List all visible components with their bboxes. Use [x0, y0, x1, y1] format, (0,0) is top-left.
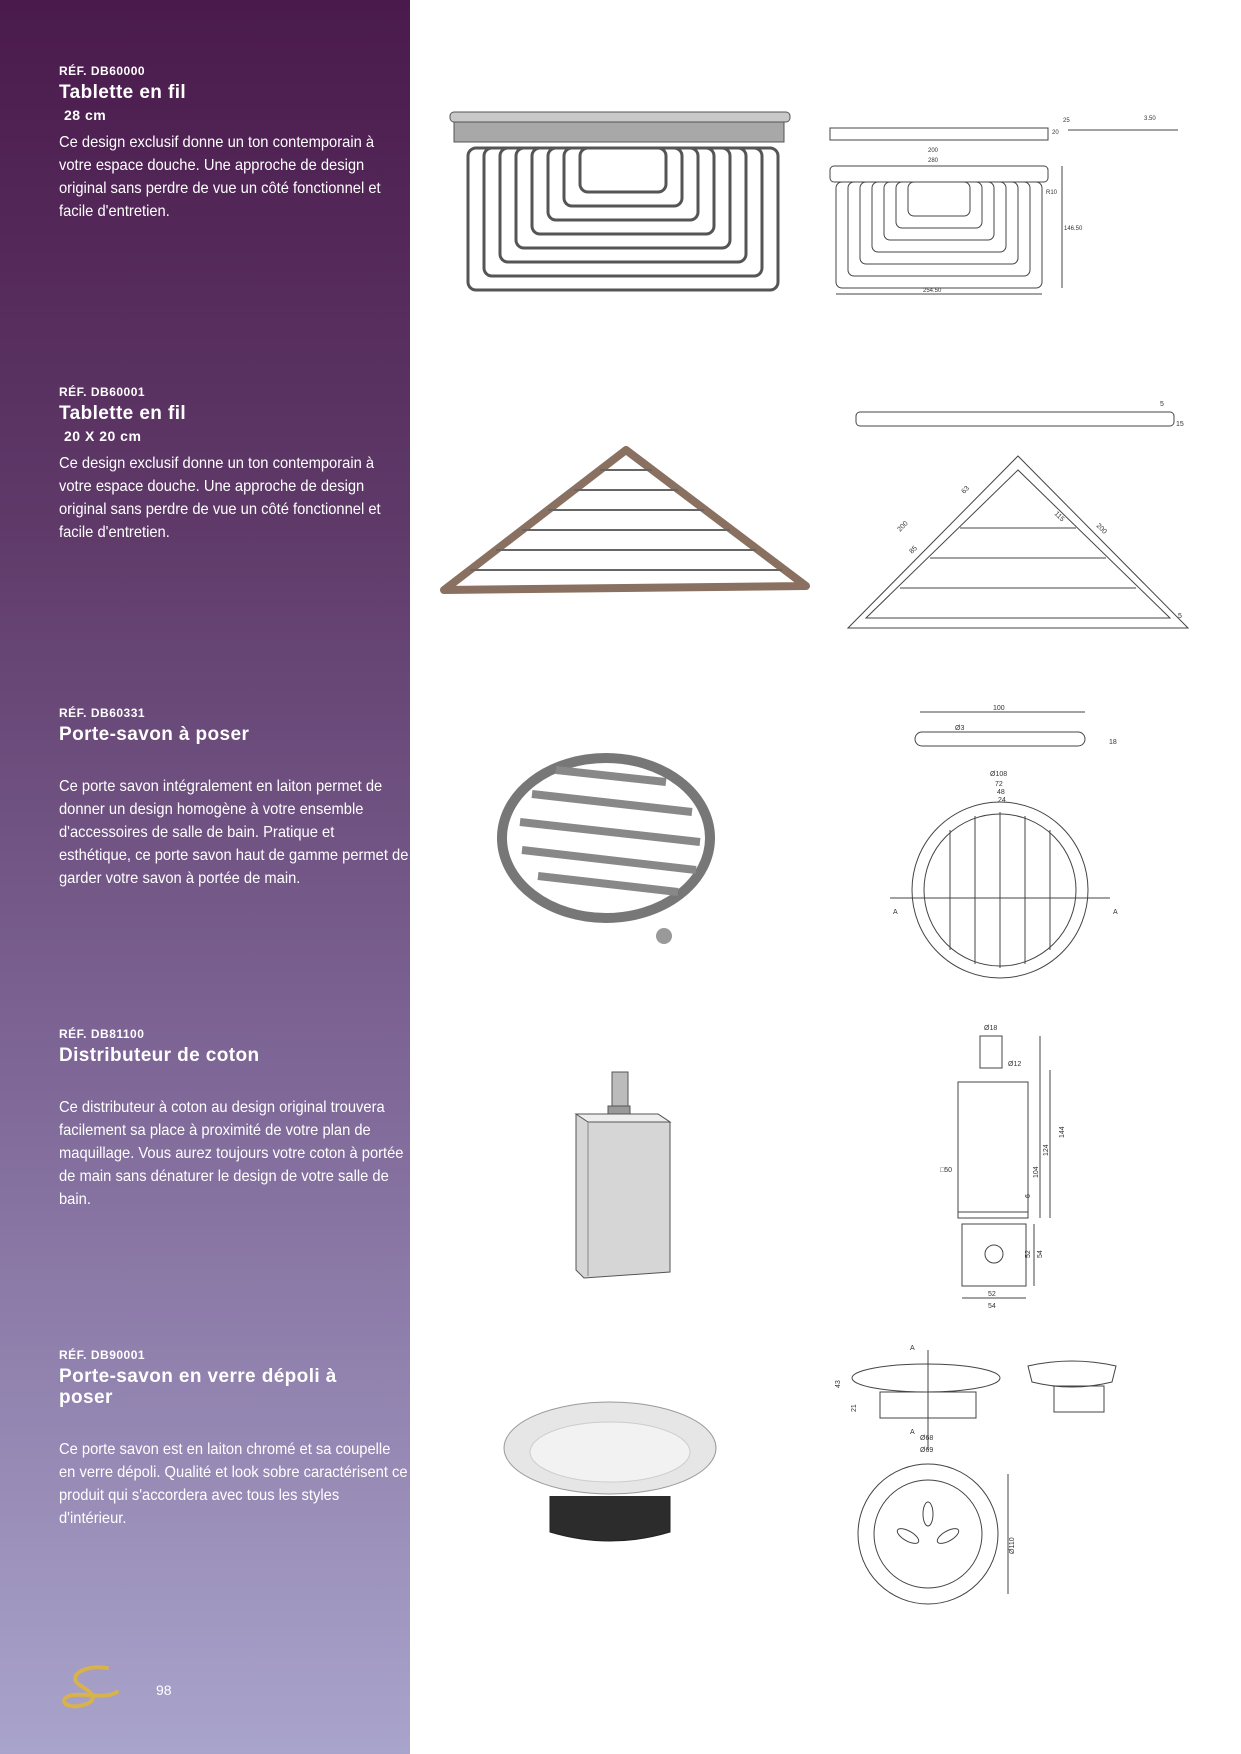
product-ref: RÉF. DB60001: [59, 385, 146, 399]
product-title: Porte-savon à poser: [59, 724, 250, 745]
technical-drawing-cotton-dispenser: [938, 1022, 1080, 1312]
svg-text:52: 52: [1025, 1250, 1032, 1258]
svg-text:200: 200: [896, 520, 910, 534]
product-photo-round-soap-dish: [496, 730, 716, 950]
svg-text:43: 43: [835, 1380, 842, 1388]
svg-text:Ø3: Ø3: [955, 725, 965, 732]
svg-text:52: 52: [988, 1291, 996, 1298]
svg-text:21: 21: [851, 1404, 858, 1412]
technical-drawing-corner-shelf: [830, 392, 1195, 652]
svg-text:24: 24: [998, 797, 1006, 804]
svg-text:6: 6: [1025, 1194, 1032, 1198]
product-description: Ce design exclusif donne un ton contemporain à votre espace douche. Une approche de design original sans perdre de vue un côté fonctionnel et facile d'entretien.: [59, 455, 381, 541]
product-db81100: [59, 1027, 404, 1211]
svg-text:Ø68: Ø68: [920, 1435, 934, 1442]
svg-text:A: A: [893, 909, 898, 916]
svg-text:124: 124: [1043, 1144, 1050, 1156]
product-dimension: 20 X 20 cm: [64, 428, 142, 444]
product-photo-corner-shelf: [438, 446, 813, 602]
svg-text:Ø18: Ø18: [984, 1025, 998, 1032]
page-number: 98: [156, 1682, 172, 1698]
svg-text:254.50: 254.50: [923, 288, 942, 294]
svg-text:25: 25: [1063, 118, 1070, 124]
product-db90001: [59, 1348, 408, 1530]
product-photo-cotton-dispenser: [566, 1062, 678, 1280]
product-photo-glass-soap-dish: [500, 1400, 720, 1556]
product-title: Tablette en fil: [59, 82, 187, 103]
svg-text:3.50: 3.50: [1144, 116, 1156, 122]
svg-text:A: A: [910, 1429, 915, 1436]
product-ref: RÉF. DB81100: [59, 1027, 145, 1041]
svg-text:Ø69: Ø69: [920, 1447, 934, 1454]
svg-text:15: 15: [1176, 421, 1184, 428]
svg-text:Ø110: Ø110: [1009, 1537, 1016, 1554]
product-db60000: [59, 64, 404, 223]
svg-text:□50: □50: [940, 1167, 953, 1174]
svg-text:115: 115: [1052, 510, 1066, 524]
svg-text:280: 280: [928, 158, 939, 164]
svg-text:5: 5: [1160, 401, 1164, 408]
svg-text:A: A: [1113, 909, 1118, 916]
product-ref: RÉF. DB60331: [59, 706, 146, 720]
product-description: Ce porte savon intégralement en laiton permet de donner un design homogène à votre ensemble d'accessoires de salle de bain. Pratique et esthétique, ce porte savon haut de gamme permet de garder votre savon à portée de main.: [59, 778, 409, 887]
svg-text:Ø108: Ø108: [990, 771, 1008, 778]
svg-text:48: 48: [997, 789, 1005, 796]
svg-text:100: 100: [993, 705, 1005, 712]
svg-text:54: 54: [988, 1303, 996, 1310]
technical-drawing-wire-shelf: [828, 110, 1188, 298]
product-ref: RÉF. DB60000: [59, 64, 146, 78]
svg-text:200: 200: [928, 148, 939, 154]
product-title: Porte-savon en verre dépoli à poser: [59, 1366, 337, 1408]
svg-text:104: 104: [1033, 1166, 1040, 1178]
product-photo-wire-shelf: [448, 108, 793, 300]
svg-text:18: 18: [1109, 739, 1117, 746]
svg-text:200: 200: [1094, 522, 1108, 536]
technical-drawing-round-soap-dish: [885, 700, 1145, 1000]
technical-drawing-glass-soap-dish: [832, 1340, 1182, 1610]
product-description: Ce distributeur à coton au design original trouvera facilement sa place à proximité de votre plan de maquillage. Vous aurez toujours votre coton à portée de main sans dénaturer le design de votre salle de bain.: [59, 1099, 404, 1208]
svg-text:Ø12: Ø12: [1008, 1061, 1022, 1068]
svg-text:5: 5: [1178, 613, 1182, 620]
svg-text:85: 85: [908, 544, 919, 556]
svg-text:146.50: 146.50: [1064, 226, 1083, 232]
svg-text:54: 54: [1037, 1250, 1044, 1258]
svg-text:20: 20: [1052, 130, 1059, 136]
product-dimension: 28 cm: [64, 107, 107, 123]
svg-text:63: 63: [960, 484, 971, 496]
product-db60001: [59, 385, 404, 544]
product-description: Ce design exclusif donne un ton contemporain à votre espace douche. Une approche de design original sans perdre de vue un côté fonctionnel et facile d'entretien.: [59, 134, 381, 220]
product-title: Tablette en fil: [59, 403, 187, 424]
product-title: Distributeur de coton: [59, 1045, 260, 1066]
product-description: Ce porte savon est en laiton chromé et sa coupelle en verre dépoli. Qualité et look sobre caractérisent ce produit qui s'accordera avec tous les styles d'intérieur.: [59, 1441, 408, 1527]
svg-text:72: 72: [995, 781, 1003, 788]
product-ref: RÉF. DB90001: [59, 1348, 146, 1362]
svg-text:A: A: [910, 1345, 915, 1352]
product-db60331: [59, 706, 409, 890]
svg-text:144: 144: [1059, 1126, 1066, 1138]
brand-logo: [55, 1662, 125, 1712]
svg-text:R10: R10: [1046, 190, 1058, 196]
